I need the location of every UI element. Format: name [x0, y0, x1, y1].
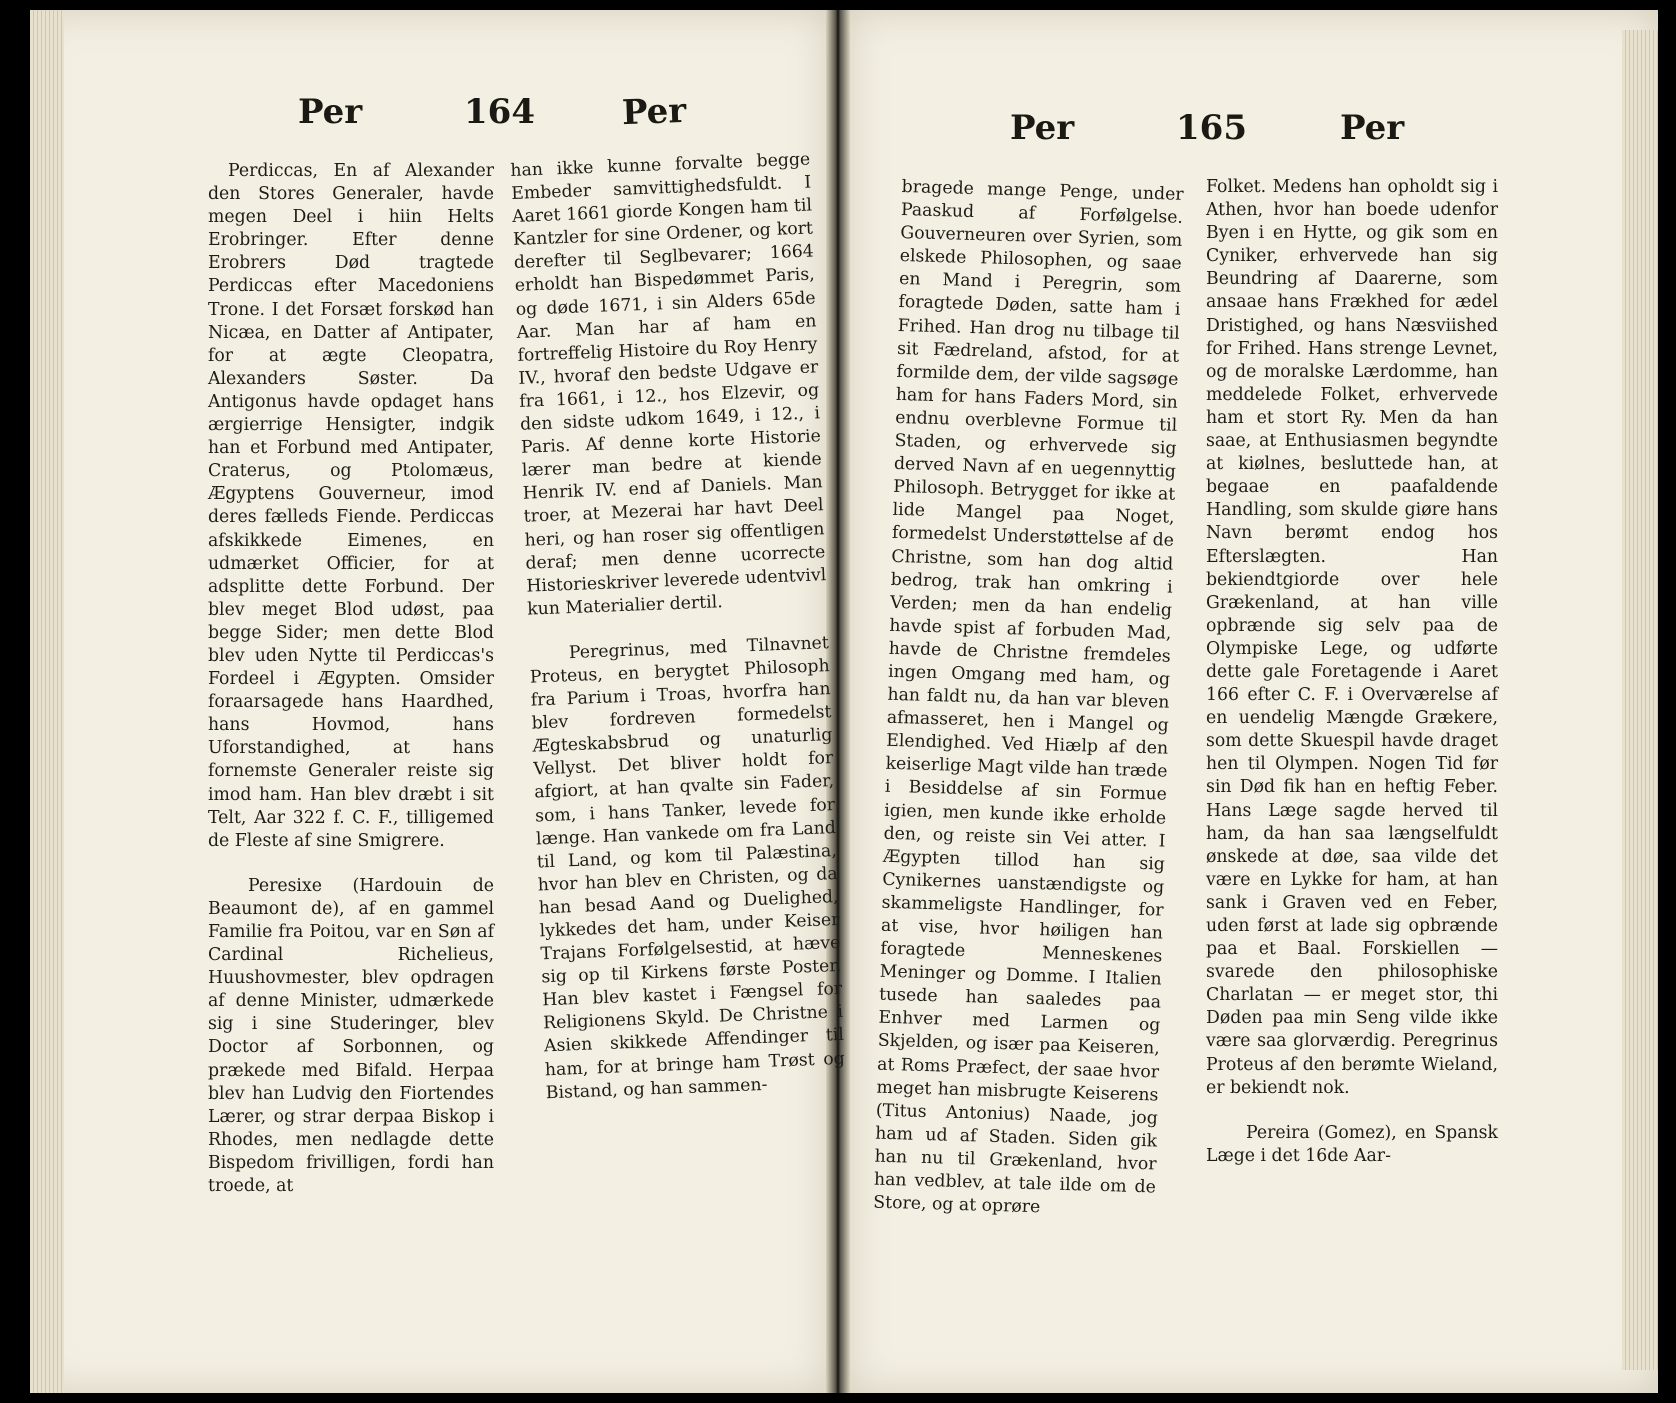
entry-perdiccas: Perdiccas, En af Alexander den Stores Generaler, havde megen Deel i hiin Helts Erobringer. Efter denne Erobrers Død tragtede Perdiccas efter Macedoniens Trone. I det Forsæt forskød han Nicæa, en Datter af Antipater, for at ægte Cleopatra, Alexanders Søster. Da Antigonus havde opdaget hans ærgierrige Hensigter, indgik han et Forbund med Antipater, Craterus, og Ptolomæus, Ægyptens Gouverneur, imod deres fælleds Fiende. Perdiccas afskikkede Eimenes, en udmærket Officier, for at adsplitte dette Forbund. Der blev meget Blod udøst, paa begge Sider; men dette Blod blev uden Nytte til Perdiccas's Fordeel i Ægypten. Omsider foraarsagede hans Haardhed, hans Hovmod, hans Uforstandighed, at hans fornemste Generaler reiste sig imod ham. Han blev dræbt i sit Telt, Aar 322 f. C. F., tilligemed de Fleste af sine Smigrere. — [208, 161, 494, 851]
left-page-column-2 — [510, 148, 846, 1105]
right-page-number: 165 — [1176, 108, 1247, 148]
entry-pereira: Pereira (Gomez), en Spansk Læge i det 16de Aar- — [1206, 1122, 1498, 1166]
left-page-edges — [30, 10, 64, 1393]
left-page-column-1 — [208, 160, 494, 1198]
entry-peresixe: Peresixe (Hardouin de Beaumont de), af en gammel Familie fra Poitou, var en Søn af Cardinal Richelieus, Huushovmester, blev opdragen af denne Minister, udmærkede sig i sine Studeringer, blev Doctor af Sorbonnen, og prækede med Bifald. Herpaa blev han Ludvig den Fiortendes Lærer, og strar derpaa Biskop i Rhodes, men nedlagde dette Bispedom frivilligen, fordi han troede, at — [208, 875, 494, 1197]
entry-peregrinus-end: Folket. Medens han opholdt sig i Athen, hvor han boede udenfor Byen i en Hytte, og gik som en Cyniker, erhvervede han sig Beundring af Daarerne, som ansaae hans Frækhed for ædel Dristighed, og hans Næsviished for Frihed. Hans strenge Levnet, og de moralske Lærdomme, han meddelede Folket, erhvervede ham et stort Ry. Men da han saae, at Enthusiasmen begyndte at kiølnes, besluttede han, at begaae en paafaldende Handling, som skulde giøre hans Navn berømt endog hos Efterslægten. Han bekiendtgiorde over hele Grækenland, at han ville opbrænde sig selv paa de Olympiske Lege, og udførte dette gale Foretagende i Aaret 166 efter C. F. i Overværelse af en uendelig Mængde Grækere, som dette Skuespil havde draget hen til Olympen. Nogen Tid før sin Død fik han en heftig Feber. Hans Læge sagde herved til ham, da han saa længselfuldt ønskede at døe, saa vilde det være en Lykke for ham, at han sank i Graven ved en Feber, uden først at lade sig opbrænde paa et Baal. Forskiellen — svarede den philosophiske Charlatan — er meget stor, thi Døden paa min Seng vilde ikke være saa glorværdig. Peregrinus Proteus af den berømte Wieland, er bekiendt nok. — [1206, 177, 1498, 1098]
right-page-edges — [1622, 30, 1658, 1370]
left-page-number: 164 — [464, 92, 535, 132]
right-header-left: Per — [1010, 108, 1075, 148]
left-header-right: Per — [621, 90, 687, 134]
left-header-left: Per — [298, 92, 363, 132]
right-header-right: Per — [1340, 108, 1405, 148]
entry-peregrinus: Peregrinus, med Tilnavnet Proteus, en berygtet Philosoph fra Parium i Troas, hvorfra han blev fordreven formedelst Ægteskabsbrud og unaturlig Vellyst. Det bliver holdt for afgiort, at han qvalte sin Fader, som, i hans Tanker, levede for længe. Han vankede om fra Land til Land, og kom til Palæstina, hvor han blev en Christen, og da han besad Aand og Duelighed, lykkedes det ham, under Keiser Trajans Forfølgelsestid, at hæve sig op til Kirkens første Poster. Han blev kastet i Fængsel for Religionens Skyld. De Christne i Asien skikkede Affendinger til ham, for at bringe ham Trøst og Bistand, og han sammen- — [529, 633, 846, 1103]
right-page-column-2 — [1206, 176, 1498, 1168]
entry-peresixe-continued: han ikke kunne forvalte begge Embeder samvittighedsfuldt. I Aaret 1661 giorde Kongen ham til Kantzler for sine Ordener, og kort derefter til Seglbevarer; 1664 erholdt han Bispedømmet Paris, og døde 1671, i sin Alders 65de Aar. Man har af ham en fortreffelig Histoire du Roy Henry IV., hvoraf den bedste Udgave er fra 1661, i 12., hos Elzevir, og den sidste udkom 1649, i 12., i Paris. Af denne korte Historie lærer man bedre at kiende Henrik IV. end af Daniels. Man troer, at Mezerai har havt Deel heri, og han roser sig offentligen deraf; men denne ucorrecte Historieskriver leverede udentvivl kun Materialier dertil. — [510, 149, 827, 620]
right-page-column-1 — [873, 176, 1184, 1223]
entry-peregrinus-continued: bragede mange Penge, under Paaskud af Forfølgelse. Gouverneuren over Syrien, som elskede Philosophen, og saae en Mand i Peregrin, som foragtede Døden, satte ham i Frihed. Han drog nu tilbage til sit Fædreland, afstod, for at formilde dem, der vilde sagsøge ham for hans Faders Mord, sin endnu overblevne Formue til Staden, og erhvervede sig derved Navn af en uegennyttig Philosoph. Betrygget for ikke at lide Mangel paa Noget, formedelst Understøttelse af de Christne, som han dog altid bedrog, trak han omkring i Verden; men da han endelig havde spist af forbuden Mad, havde de Christne fremdeles ingen Omgang med ham, og han faldt nu, da han var bleven afmasseret, hen i Mangel og Elendighed. Ved Hiælp af den keiserlige Magt vilde han træde i Besiddelse af sin Formue igien, men kunde ikke erholde den, og reiste sin Vei atter. I Ægypten tillod han sig Cynikernes uanstændigste og skammeligste Handlinger, for at vise, hvor høiligen han foragtede Menneskenes Meninger og Domme. I Italien tusede han saaledes paa Enhver med Larmen og Skjelden, og især paa Keiseren, at Roms Præfect, der saae hvor meget han misbrugte Keiserens (Titus Antonius) Naade, jog ham ud af Staden. Siden gik han nu til Grækenland, hvor han vedblev, at tale ilde om de Store, og at oprøre — [873, 176, 1184, 1218]
